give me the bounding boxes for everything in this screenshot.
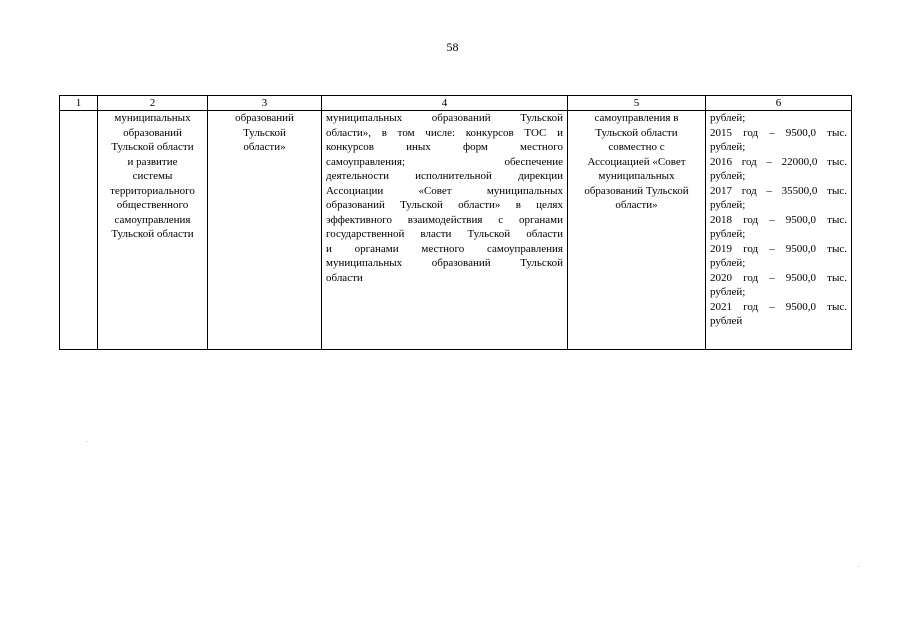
cell-text-line: Тульской области — [111, 141, 194, 153]
cell-text-line: рублей; — [710, 286, 746, 298]
program-table — [59, 95, 852, 350]
cell-text-line: деятельности исполнительной дирекции — [326, 170, 563, 182]
cell-text-line: области», в том числе: конкурсов ТОС и — [326, 126, 563, 139]
scan-speck — [86, 441, 87, 442]
cell-text-line: самоуправления в — [594, 112, 679, 124]
cell-text-line: общественного — [116, 199, 189, 211]
cell-text-line: эффективного взаимодействия с органами — [326, 213, 563, 226]
cell-text-line: рублей; — [710, 199, 746, 211]
cell-text-line: рублей — [710, 315, 743, 327]
cell-text-line: самоуправления — [114, 213, 191, 226]
cell-number — [60, 111, 98, 350]
cell-text-line: 2015 год – 9500,0 тыс. — [710, 126, 847, 139]
column-header-3: 3 — [208, 96, 322, 111]
cell-text-line: Тульской области — [111, 228, 194, 240]
cell-text-line: муниципальных образований Тульской — [326, 257, 563, 269]
cell-funding — [706, 111, 852, 350]
cell-text-line: образований — [123, 126, 182, 139]
cell-text-line: рублей; — [710, 257, 746, 269]
cell-text-line: государственной власти Тульской области — [326, 228, 563, 240]
cell-text-line: 2016 год – 22000,0 тыс. — [710, 155, 847, 168]
cell-text-line: территориального — [110, 184, 195, 197]
cell-text-line: рублей; — [710, 170, 746, 182]
cell-text-line: Ассоциации «Совет муниципальных — [326, 184, 563, 197]
table-row — [60, 111, 852, 350]
column-header-1: 1 — [60, 96, 98, 111]
cell-text-line: 2021 год – 9500,0 тыс. — [710, 300, 847, 313]
column-header-2: 2 — [98, 96, 208, 111]
cell-text-line: образований Тульской — [584, 184, 689, 197]
cell-text-line: рублей; — [710, 112, 746, 124]
column-header-4: 4 — [322, 96, 568, 111]
scan-speck — [858, 566, 859, 567]
cell-text-line: Тульской области — [595, 126, 678, 139]
page-number: 58 — [446, 40, 459, 54]
column-header-5: 5 — [568, 96, 706, 111]
cell-text-line: 2019 год – 9500,0 тыс. — [710, 242, 847, 255]
cell-participants — [568, 111, 706, 350]
cell-text-line: конкурсов иных форм местного — [326, 141, 563, 153]
cell-text-line: образований Тульской области» в целях — [326, 199, 563, 211]
cell-text-line: и органами местного самоуправления — [326, 242, 563, 255]
cell-text-line: самоуправления; обеспечение — [326, 155, 563, 168]
cell-text-line: области» — [243, 141, 286, 153]
cell-text-line: муниципальных — [114, 112, 191, 124]
column-header-6: 6 — [706, 96, 852, 111]
cell-text-line: 2018 год – 9500,0 тыс. — [710, 213, 847, 226]
cell-text-line: муниципальных образований Тульской — [326, 112, 563, 124]
cell-text-line: муниципальных — [598, 170, 675, 182]
cell-text-line: совместно с — [608, 141, 665, 153]
cell-text-line: рублей; — [710, 141, 746, 153]
table-header-row — [60, 96, 852, 111]
cell-text-line: системы — [132, 170, 173, 182]
cell-event-name — [98, 111, 208, 350]
cell-description — [322, 111, 568, 350]
cell-text-line: и развитие — [127, 155, 178, 168]
cell-text-line: образований — [235, 112, 294, 124]
cell-text-line: 2017 год – 35500,0 тыс. — [710, 184, 847, 197]
cell-executor — [208, 111, 322, 350]
cell-text-line: рублей; — [710, 228, 746, 240]
cell-text-line: Ассоциацией «Совет — [587, 155, 686, 168]
cell-text-line: 2020 год – 9500,0 тыс. — [710, 271, 847, 284]
cell-text-line: области — [326, 271, 363, 284]
cell-text-line: Тульской — [243, 126, 286, 139]
cell-text-line: области» — [615, 199, 658, 211]
